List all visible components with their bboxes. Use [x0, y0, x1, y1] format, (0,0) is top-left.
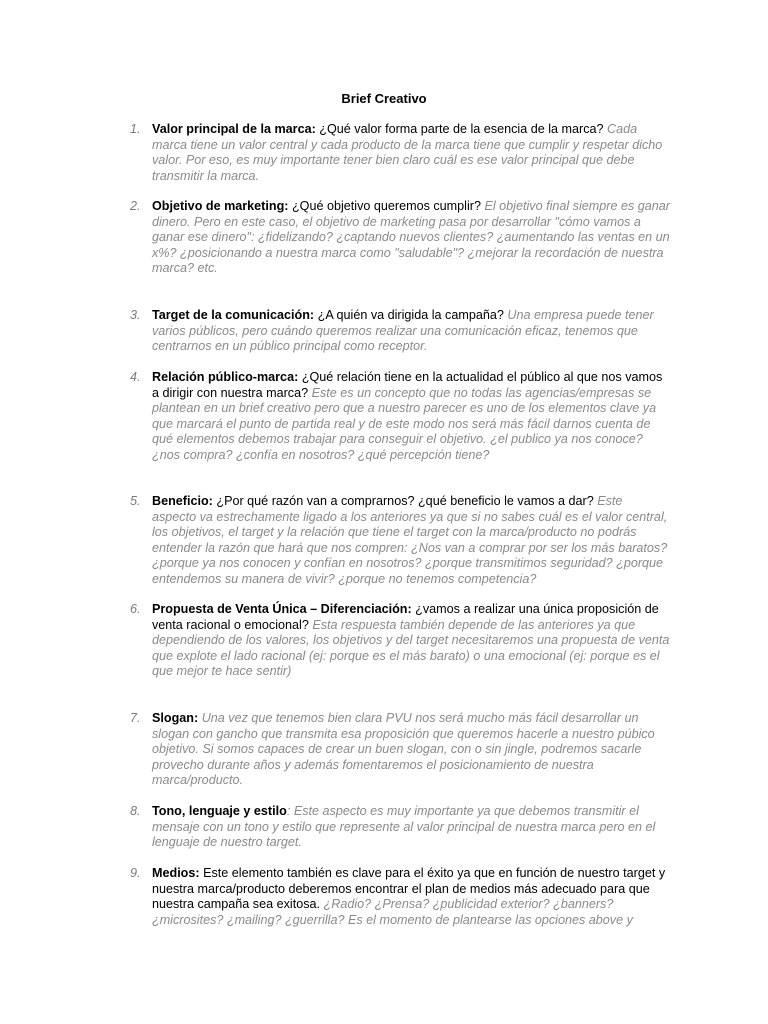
item-text	[152, 199, 670, 277]
item-note: ¿Radio? ¿Prensa? ¿publicidad exterior? ¿banners? ¿microsites? ¿mailing? ¿guerrilla? Es el momento de plantearse las opciones above y	[152, 897, 633, 927]
item-number: 3.	[130, 308, 141, 322]
item-label: Objetivo de marketing:	[152, 199, 289, 213]
item-text	[152, 866, 670, 928]
list-item	[130, 804, 670, 851]
item-number: 2.	[130, 199, 141, 213]
item-text	[152, 711, 670, 789]
item-question: ¿Por qué razón van a comprarnos? ¿qué beneficio le vamos a dar?	[212, 494, 598, 508]
item-number: 7.	[130, 711, 141, 725]
item-note: Este aspecto va estrechamente ligado a los anteriores ya que si no sabes cuál es el valor central, los objetivos, el target y la relación que tiene el target con la marca/producto no podrás entender la razón que hará que nos compren: ¿Nos van a comprar por ser los más baratos? ¿porque ya nos conocen y confían en nosotros? ¿porque transmitimos seguridad? ¿porque entendemos su manera de vivir? ¿porque no tenemos competencia?	[152, 494, 668, 586]
item-note: Este es un concepto que no todas las agencias/empresas se plantean en un brief creativo pero que a nuestro parecer es uno de los elementos clave ya que marcará el punto de partida real y de este modo nos será más fácil darnos cuenta de qué elementos debemos trabajar para conseguir el objetivo. ¿el publico ya nos conoce? ¿nos compra? ¿confía en nosotros? ¿qué percepción tiene?	[152, 385, 657, 462]
item-text	[152, 804, 670, 851]
item-label: Beneficio:	[152, 494, 213, 508]
item-question: ¿Qué valor forma parte de la esencia de la marca?	[315, 122, 607, 136]
item-text	[152, 308, 670, 355]
item-number: 6.	[130, 602, 141, 616]
list-item	[130, 122, 670, 184]
item-number: 1.	[130, 122, 141, 136]
item-label: Relación público-marca:	[152, 370, 299, 384]
item-question: ¿Qué objetivo queremos cumplir?	[288, 199, 485, 213]
item-question: ¿vamos a realizar una única proposición de venta racional o emocional?	[152, 602, 659, 632]
item-question: Este elemento también es clave para el éxito ya que en función de nuestro target y nuestra marca/producto deberemos encontrar el plan de medios más adecuado para que nuestra campaña sea exitosa.	[152, 866, 666, 912]
item-number: 9.	[130, 866, 141, 880]
item-number: 4.	[130, 370, 141, 384]
list-item	[130, 494, 670, 588]
item-question: ¿A quién va dirigida la campaña?	[314, 308, 508, 322]
item-text	[152, 122, 670, 184]
document-title: Brief Creativo	[341, 91, 427, 106]
item-label: Slogan:	[152, 711, 199, 725]
list-item	[130, 199, 670, 277]
item-text	[152, 370, 670, 464]
item-label: Tono, lenguaje y estilo	[152, 804, 287, 818]
item-question: ¿Qué relación tiene en la actualidad el público al que nos vamos a dirigir con nuestra marca?	[152, 370, 663, 400]
list-item	[130, 711, 670, 789]
item-label: Medios:	[152, 866, 200, 880]
item-label: Target de la comunicación:	[152, 308, 315, 322]
item-label: Propuesta de Venta Única – Diferenciación:	[152, 602, 412, 616]
item-note: Esta respuesta también depende de las anteriores ya que dependiendo de los valores, los objetivos y del target necesitaremos una propuesta de venta que explote el lado racional (ej: porque es el más barato) o una emocional (ej: porque es el que mejor te hace sentir)	[152, 617, 670, 679]
item-note: Cada marca tiene un valor central y cada producto de la marca tiene que cumplir y respetar dicho valor. Por eso, es muy importante tener bien claro cuál es ese valor principal que debe transmitir la marca.	[152, 122, 663, 183]
item-text	[152, 602, 670, 680]
list-item	[130, 866, 670, 928]
list-item	[130, 308, 670, 355]
item-text	[152, 494, 670, 588]
list-item	[130, 602, 670, 680]
item-number: 8.	[130, 804, 141, 818]
item-note: : Este aspecto es muy importante ya que debemos transmitir el mensaje con un tono y estilo que represente al valor principal de nuestra marca pero en el lenguaje de nuestro target.	[152, 804, 656, 850]
item-note: El objetivo final siempre es ganar dinero. Pero en este caso, el objetivo de marketing pasa por desarrollar "cómo vamos a ganar ese dinero": ¿fidelizando? ¿captando nuevos clientes? ¿aumentando las ventas en un x%? ¿posicionando a nuestra marca como "saludable"? ¿mejorar la recordación de nuestra marca? etc.	[152, 199, 670, 276]
list-item	[130, 370, 670, 464]
item-note: Una empresa puede tener varios públicos, pero cuándo queremos realizar una comunicación eficaz, tenemos que centrarnos en un público principal como receptor.	[152, 308, 654, 354]
item-label: Valor principal de la marca:	[152, 122, 316, 136]
item-note: Una vez que tenemos bien clara PVU nos será mucho más fácil desarrollar un slogan con gancho que transmita esa proposición que queremos hacerle a nuestro púbico objetivo. Si somos capaces de crear un buen slogan, con o sin jingle, podremos sacarle provecho durante años y además fomentaremos el posicionamiento de nuestra marca/producto.	[152, 711, 655, 788]
item-number: 5.	[130, 494, 141, 508]
